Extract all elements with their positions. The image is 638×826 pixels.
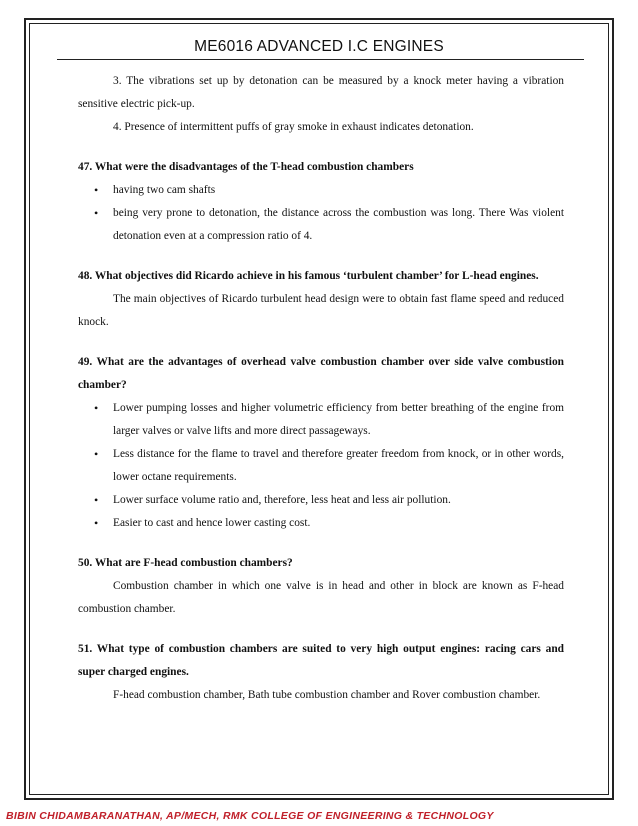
list-item: • Easier to cast and hence lower casting cost. [78,512,564,535]
list-item: • Lower pumping losses and higher volumetric efficiency from better breathing of the engine from larger valves or valve lifts and more direct passageways. [78,397,564,443]
list-item: • Less distance for the flame to travel and therefore greater freedom from knock, or in other words, lower octane requirements. [78,443,564,489]
question-51: 51. What type of combustion chambers are suited to very high output engines: racing cars and super charged engines. [78,643,564,678]
list-item: • having two cam shafts [78,179,564,202]
list-item: • Lower surface volume ratio and, therefore, less heat and less air pollution. [78,489,564,512]
answer-48: The main objectives of Ricardo turbulent head design were to obtain fast flame speed and reduced knock. [78,293,564,328]
intro-point-3: 3. The vibrations set up by detonation can be measured by a knock meter having a vibration sensitive electric pick-up. [78,75,564,110]
answer-50: Combustion chamber in which one valve is in head and other in block are known as F-head combustion chamber. [78,580,564,615]
intro-point-4: 4. Presence of intermittent puffs of gray smoke in exhaust indicates detonation. [113,121,474,133]
question-48: 48. What objectives did Ricardo achieve in his famous ‘turbulent chamber’ for L-head engines. [78,270,539,282]
answer-47-list [78,179,564,248]
page-header-title: ME6016 ADVANCED I.C ENGINES [194,38,444,55]
question-47: 47. What were the disadvantages of the T-head combustion chambers [78,161,414,173]
question-49: 49. What are the advantages of overhead valve combustion chamber over side valve combustion chamber? [78,356,564,391]
question-50: 50. What are F-head combustion chambers? [78,557,293,569]
answer-49-list [78,397,564,535]
list-item: • being very prone to detonation, the distance across the combustion was long. There Was violent detonation even at a compression ratio of 4. [78,202,564,248]
document-body [78,70,564,707]
page-footer-author: BIBIN CHIDAMBARANATHAN, AP/MECH, RMK COLLEGE OF ENGINEERING & TECHNOLOGY [6,810,494,822]
answer-51: F-head combustion chamber, Bath tube combustion chamber and Rover combustion chamber. [113,689,541,701]
header-divider [57,59,584,60]
